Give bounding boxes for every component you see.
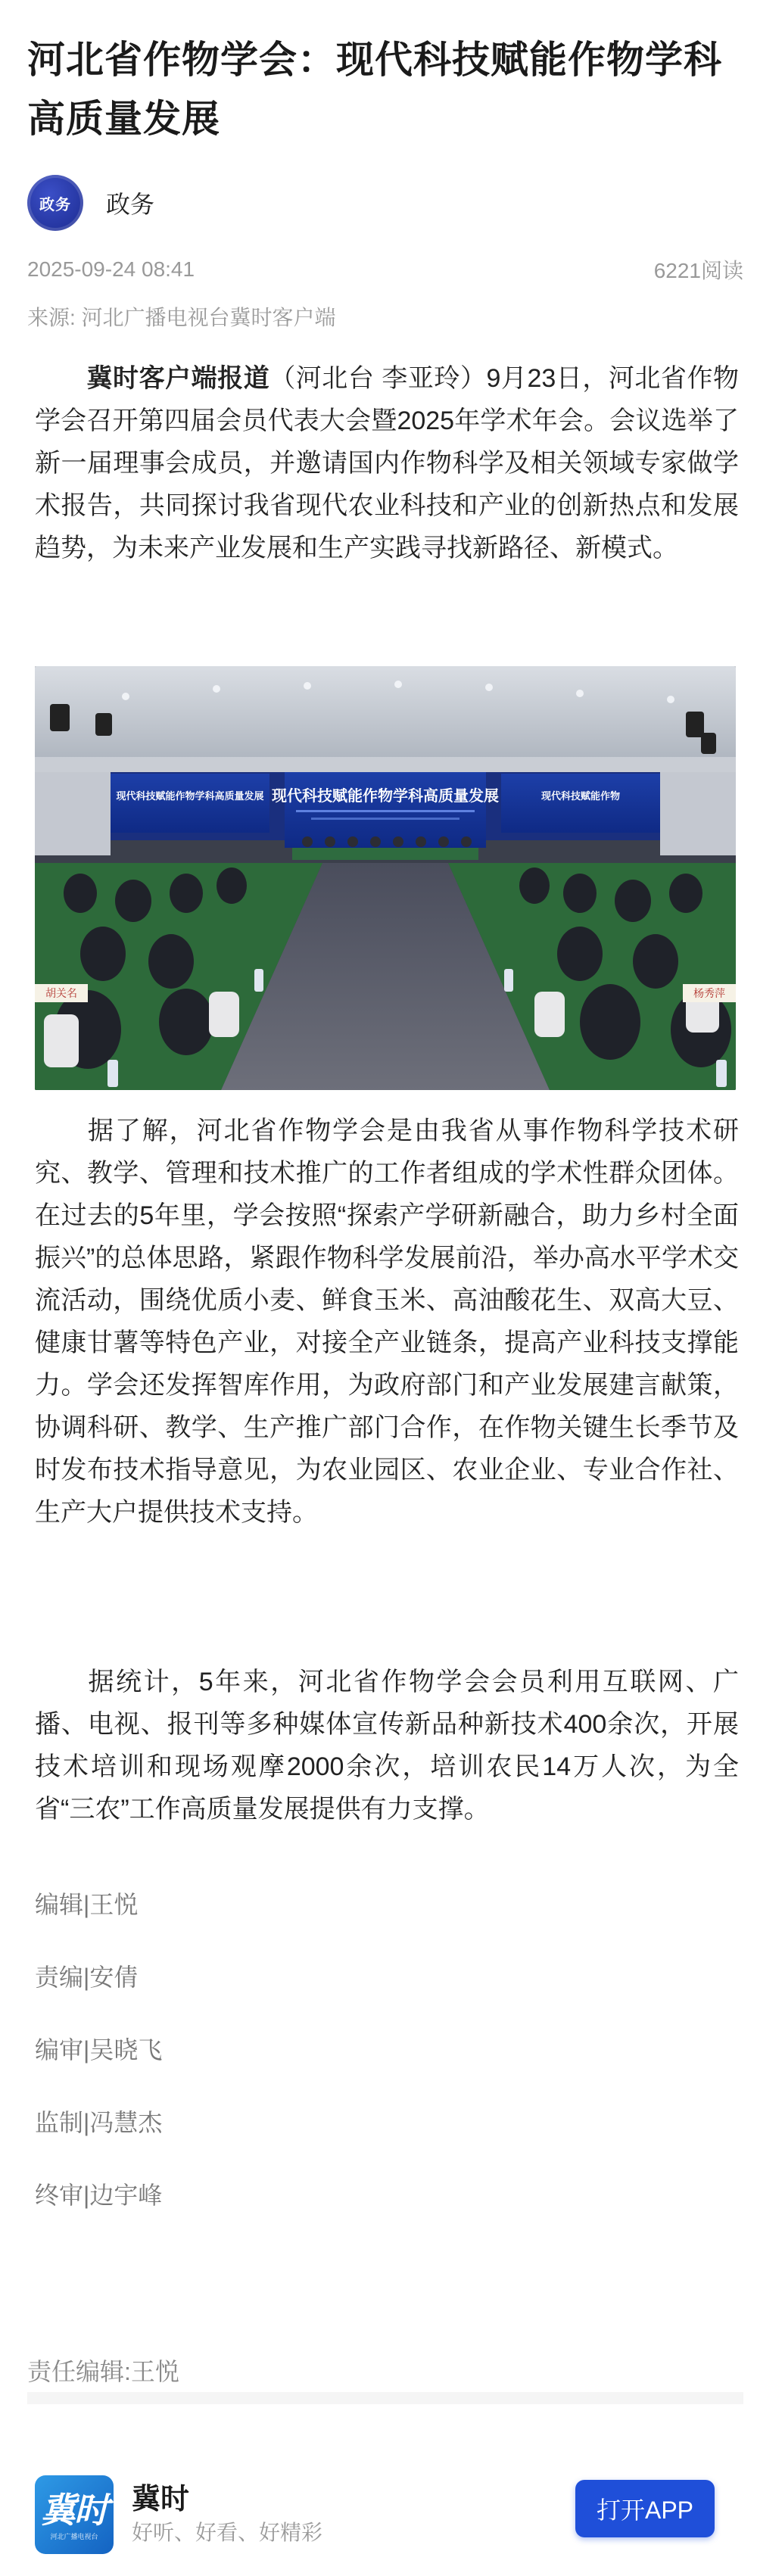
credit-editor: 编辑|王悦	[35, 1891, 139, 1918]
article-paragraph-3	[35, 1661, 739, 1830]
photo-right-banner: 现代科技赋能作物	[540, 790, 621, 802]
read-count: 6221阅读	[653, 259, 743, 282]
app-name: 冀时	[132, 2483, 190, 2515]
article-paragraph-2	[35, 1110, 739, 1534]
channel-name[interactable]: 政务	[106, 191, 155, 218]
app-info	[132, 2481, 322, 2548]
photo-left-banner: 现代科技赋能作物学科高质量发展	[116, 790, 264, 802]
conference-photo-image	[35, 666, 736, 1090]
photo-nameplate-left: 胡关名	[45, 987, 77, 999]
open-app-button[interactable]: 打开APP	[575, 2480, 715, 2537]
paragraph-text: （河北台 李亚玲）9月23日，河北省作物学会召开第四届会员代表大会暨2025年学术年会。会议选举了新一届理事会成员，并邀请国内作物科学及相关领域专家做学术报告，共同探讨我省现代农业科技和产业的创新热点和发展趋势，为未来产业发展和生产实践寻找新路径、新模式。	[35, 364, 739, 562]
app-download-bar[interactable]	[0, 2453, 757, 2576]
app-slogan: 好听、好看、好精彩	[132, 2520, 323, 2544]
paragraph-text: 据了解，河北省作物学会是由我省从事作物科学技术研究、教学、管理和技术推广的工作者组成的学术性群众团体。在过去的5年里，学会按照“探索产学研新融合，助力乡村全面振兴”的总体思路，紧跟作物科学发展前沿，举办高水平学术交流活动，围绕优质小麦、鲜食玉米、高油酸花生、双高大豆、健康甘薯等特色产业，对接全产业链条，提高产业科技支撑能力。学会还发挥智库作用，为政府部门和产业发展建言献策，协调科研、教学、生产推广部门合作，在作物关键生长季节及时发布技术指导意见，为农业园区、农业企业、专业合作社、生产大户提供技术支持。	[35, 1117, 739, 1527]
app-logo-subtext: 河北广播电视台	[50, 2533, 98, 2541]
article-title: 河北省作物学会：现代科技赋能作物学科高质量发展	[27, 39, 722, 140]
channel-logo-icon[interactable]: 政务	[27, 175, 83, 231]
app-logo-text: 冀时	[41, 2489, 107, 2531]
photo-nameplate-right: 杨秀萍	[693, 987, 725, 999]
app-logo-icon[interactable]	[35, 2475, 114, 2554]
article-paragraph-1	[35, 357, 739, 569]
report-lead: 冀时客户端报道	[86, 364, 270, 393]
editorial-credits	[35, 1883, 162, 2247]
responsible-editor: 责任编辑:王悦	[27, 2358, 179, 2385]
conference-photo[interactable]	[35, 666, 736, 1090]
publish-date: 2025-09-24 08:41	[27, 257, 195, 281]
credit-executive-editor: 责编|安倩	[35, 1964, 139, 1991]
photo-main-banner: 现代科技赋能作物学科高质量发展	[272, 788, 499, 805]
article-source: 来源: 河北广播电视台冀时客户端	[27, 306, 336, 329]
credit-reviewer: 编审|吴晓飞	[35, 2036, 163, 2064]
article-meta	[27, 254, 743, 285]
paragraph-text: 据统计，5年来，河北省作物学会会员利用互联网、广播、电视、报刊等多种媒体宣传新品种新技术400余次，开展技术培训和现场观摩2000余次，培训农民14万人次，为全省“三农”工作高质量发展提供有力支撑。	[35, 1668, 739, 1824]
credit-final-reviewer: 终审|边宇峰	[35, 2182, 163, 2209]
channel-row[interactable]	[27, 173, 154, 233]
section-divider	[27, 2392, 743, 2404]
credit-supervisor: 监制|冯慧杰	[35, 2109, 163, 2136]
